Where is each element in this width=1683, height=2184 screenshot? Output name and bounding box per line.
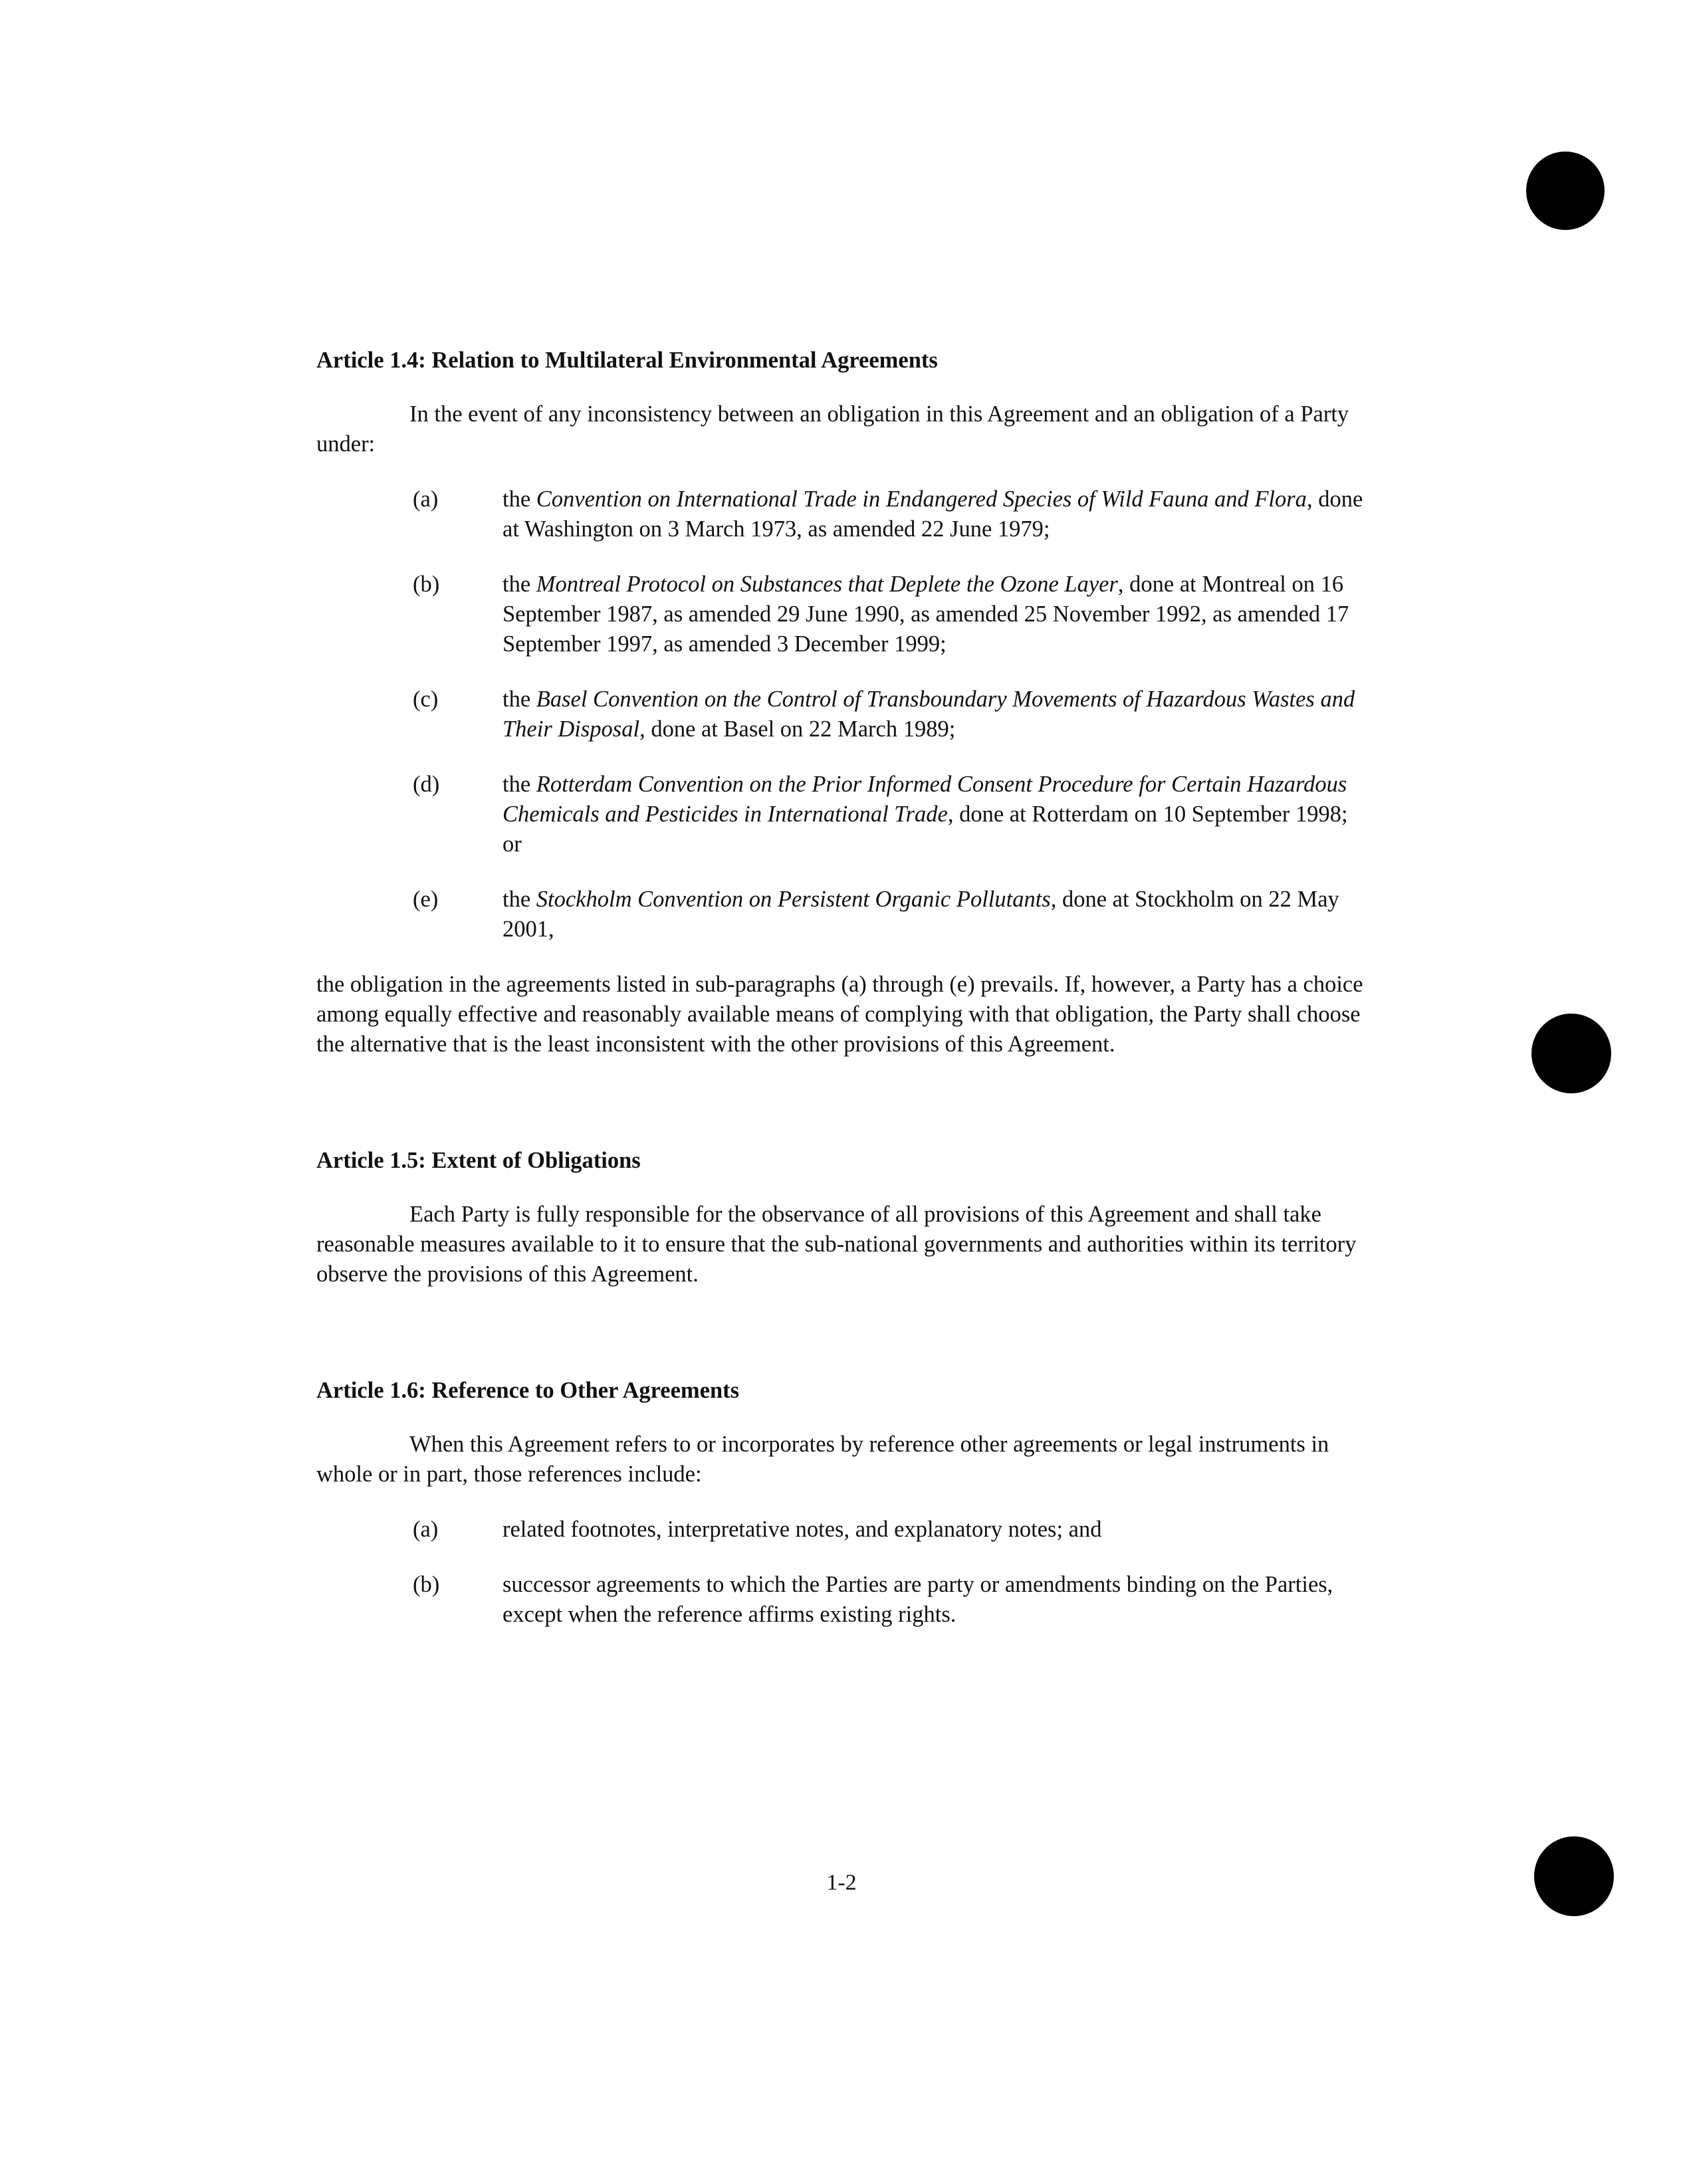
item-suffix: , done at Washington on 3 March 1973, as amended 22 June 1979; (503, 487, 1363, 542)
list-item-b (316, 570, 1367, 659)
item-suffix: , done at Basel on 22 March 1989; (639, 716, 956, 742)
list-label: (e) (413, 887, 439, 912)
list-item-a (316, 485, 1367, 544)
list-item-d (316, 770, 1367, 859)
list-label: (b) (413, 572, 440, 597)
item-text: related footnotes, interpretative notes, and explanatory notes; and (503, 1517, 1102, 1542)
article-1-5-heading: Article 1.5: Extent of Obligations (316, 1148, 641, 1173)
list-label: (b) (413, 1572, 440, 1597)
list-item-a (316, 1515, 1367, 1545)
list-item-c (316, 685, 1367, 744)
item-prefix: the (503, 772, 536, 797)
item-prefix: the (503, 572, 536, 597)
item-suffix: done at Stockholm on 22 May 2001, (503, 887, 1339, 942)
article-1-5-body: Each Party is fully responsible for the observance of all provisions of this Agreement and shall take reasonable measures available to it to ensure that the sub-national governments and authorities within its territory observe the provisions of this Agreement. (316, 1202, 1357, 1287)
page-number: 1-2 (826, 1870, 857, 1895)
treaty-title: Montreal Protocol on Substances that Deplete the Ozone Layer (536, 572, 1118, 597)
article-1-4-heading: Article 1.4: Relation to Multilateral Environmental Agreements (316, 348, 938, 373)
item-suffix: , done at Montreal on 16 September 1987, as amended 29 June 1990, as amended 25 November 1992, as amended 17 September 1997, as amended 3 December 1999; (503, 572, 1349, 657)
list-item-b (316, 1570, 1367, 1630)
treaty-title: Stockholm Convention on Persistent Organic Pollutants, (536, 887, 1057, 912)
document-body (316, 346, 1367, 1630)
item-suffix: , done at Rotterdam on 10 September 1998; or (503, 802, 1348, 857)
article-1-4-conclusion: the obligation in the agreements listed in sub-paragraphs (a) through (e) prevails. If, however, a Party has a choice among equally effective and reasonably available means of complying with that obligation, the Party shall choose the alternative that is the least inconsistent with the other provisions of this Agreement. (316, 972, 1363, 1057)
list-item-e (316, 885, 1367, 944)
punch-hole-top (1526, 152, 1605, 230)
item-text: successor agreements to which the Parties are party or amendments binding on the Parties, except when the reference affirms existing rights. (503, 1572, 1333, 1627)
list-label: (a) (413, 1517, 439, 1542)
treaty-title: Rotterdam Convention on the Prior Informed Consent Procedure for Certain Hazardous Chemicals and Pesticides in International Trade (503, 772, 1347, 827)
treaty-title: Convention on International Trade in Endangered Species of Wild Fauna and Flora (536, 487, 1307, 512)
punch-hole-middle (1531, 1014, 1611, 1093)
list-label: (a) (413, 487, 439, 512)
article-1-6-heading: Article 1.6: Reference to Other Agreements (316, 1378, 740, 1403)
article-1-6-intro: When this Agreement refers to or incorporates by reference other agreements or legal instruments in whole or in part, those references include: (316, 1432, 1329, 1487)
list-label: (c) (413, 687, 439, 712)
item-prefix: the (503, 487, 536, 512)
list-label: (d) (413, 772, 440, 797)
item-prefix: the (503, 687, 536, 712)
item-prefix: the (503, 887, 536, 912)
treaty-title: Basel Convention on the Control of Transboundary Movements of Hazardous Wastes and Their Disposal (503, 687, 1355, 742)
article-1-4-intro: In the event of any inconsistency between an obligation in this Agreement and an obligation of a Party under: (316, 401, 1349, 457)
